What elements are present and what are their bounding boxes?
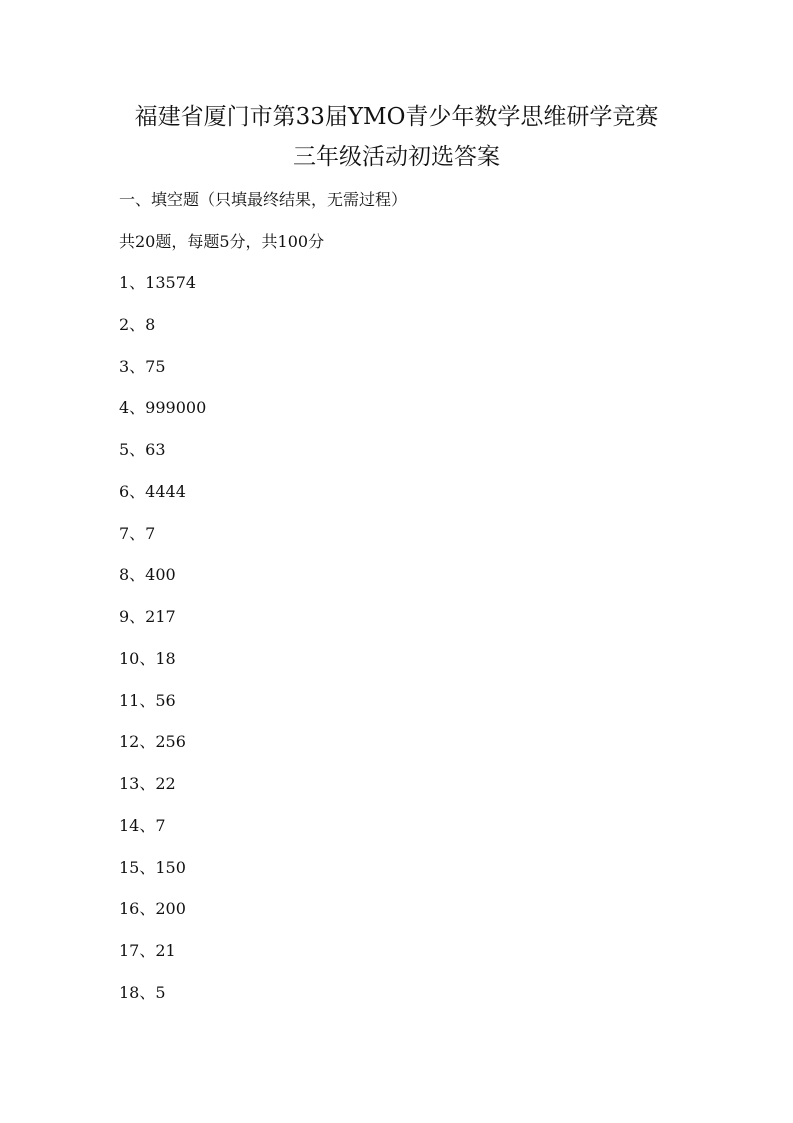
- answer-item: 17、21: [119, 941, 176, 960]
- answer-item: 14、7: [119, 815, 166, 835]
- answer-item: 3、75: [119, 356, 166, 376]
- answer-item: 11、56: [119, 690, 176, 710]
- document-subtitle: 三年级活动初选答案: [293, 144, 500, 170]
- answer-item: 18、5: [119, 982, 166, 1002]
- answer-item: 7、7: [119, 523, 156, 543]
- answer-item: 1、13574: [119, 273, 197, 292]
- section-heading: 一、填空题（只填最终结果，无需过程）: [119, 190, 408, 209]
- answer-item: 6、4444: [119, 481, 186, 501]
- answer-item: 2、8: [119, 314, 156, 334]
- answer-item: 9、217: [119, 607, 176, 626]
- answer-item: 12、256: [119, 732, 186, 752]
- answer-item: 5、63: [119, 440, 166, 459]
- answer-item: 13、22: [119, 774, 176, 793]
- section-scoring-note: 共20题，每题5分，共100分: [119, 232, 325, 251]
- answer-list: [119, 272, 206, 1024]
- answer-item: 10、18: [119, 648, 176, 668]
- answer-item: 8、400: [119, 565, 176, 585]
- answer-item: 16、200: [119, 899, 186, 919]
- answer-item: 4、999000: [119, 398, 207, 418]
- answer-item: 15、150: [119, 857, 186, 877]
- document-title: 福建省厦门市第33届YMO青少年数学思维研学竞赛: [134, 104, 659, 130]
